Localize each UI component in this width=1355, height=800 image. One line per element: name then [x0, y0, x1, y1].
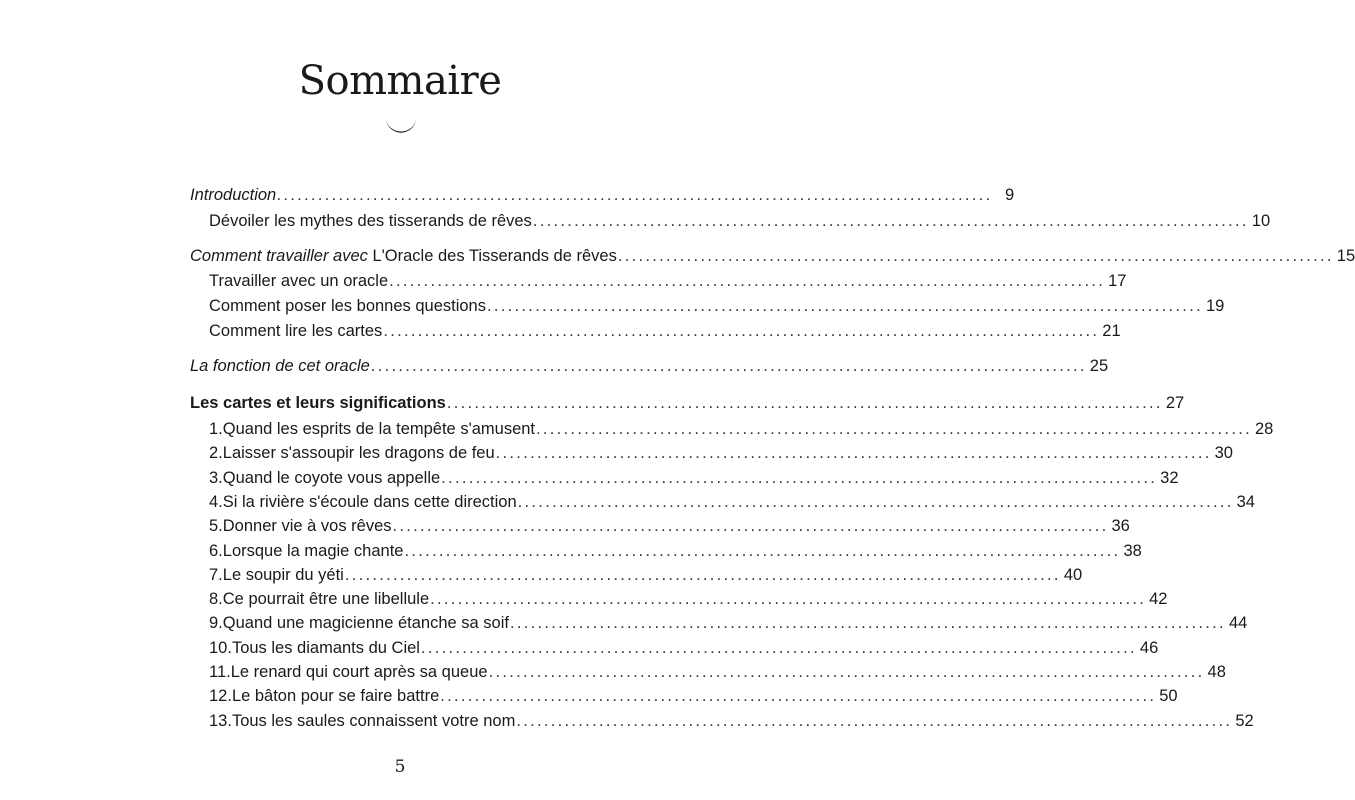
dot-leader	[388, 268, 1108, 294]
toc-page-number: 42	[1149, 590, 1168, 609]
toc-page-number: 32	[1160, 468, 1179, 487]
toc-card-entry[interactable]	[209, 708, 1254, 734]
toc-label: Comment poser les bonnes questions	[209, 297, 486, 315]
toc-card-entry[interactable]	[209, 635, 1159, 661]
toc-page-number: 40	[1063, 565, 1083, 584]
toc-page-number: 10	[1251, 212, 1271, 230]
toc-card-entry[interactable]	[209, 489, 1255, 515]
dot-leader	[515, 708, 1235, 734]
dot-leader	[403, 538, 1123, 564]
card-number: 11.	[209, 663, 231, 681]
card-number: 7.	[209, 565, 223, 584]
toc-page-number: 9	[1005, 186, 1015, 204]
toc-label	[190, 243, 617, 269]
toc-entry-devoiler[interactable]	[209, 208, 1271, 234]
toc-page-number: 36	[1111, 517, 1130, 536]
toc-label: Quand les esprits de la tempête s'amusent	[222, 420, 536, 438]
card-number: 3.	[209, 468, 223, 487]
dot-leader	[392, 513, 1112, 539]
toc-page-number: 21	[1102, 322, 1121, 340]
toc-page-number: 17	[1108, 272, 1127, 290]
toc-card-entry[interactable]	[209, 440, 1233, 466]
toc-label: Comment lire les cartes	[209, 322, 383, 340]
toc-page-number: 52	[1235, 711, 1254, 730]
toc-label: Si la rivière s'écoule dans cette direction	[222, 492, 517, 511]
dot-leader	[382, 318, 1102, 344]
toc-label: Le renard qui court après sa queue	[230, 663, 488, 681]
toc-label: Introduction	[190, 186, 277, 204]
toc-entry-cartes[interactable]	[190, 390, 1185, 416]
dot-leader	[276, 182, 996, 208]
toc-entry-fonction[interactable]	[190, 353, 1109, 379]
dot-leader	[344, 562, 1064, 588]
toc-label: Le bâton pour se faire battre	[231, 687, 440, 706]
toc-card-entry[interactable]	[209, 513, 1130, 539]
card-number: 9.	[209, 614, 223, 633]
toc-page-number: 38	[1123, 541, 1142, 560]
dot-leader	[446, 390, 1166, 416]
toc-card-entry[interactable]	[209, 465, 1179, 491]
toc-entry-comment-travailler[interactable]	[190, 243, 1355, 269]
dot-leader	[532, 208, 1252, 234]
toc-page-number: 27	[1165, 394, 1185, 412]
page-number: 5	[394, 757, 406, 777]
toc-label: Ce pourrait être une libellule	[222, 590, 430, 609]
dot-leader	[429, 586, 1149, 612]
page-title: Sommaire	[298, 58, 502, 104]
dot-leader	[509, 610, 1229, 636]
toc-label: Travailler avec un oracle	[209, 272, 389, 290]
toc-label: Tous les saules connaissent votre nom	[231, 711, 516, 730]
toc-card-entry[interactable]	[209, 416, 1274, 442]
toc-entry-lire-cartes[interactable]	[209, 318, 1121, 344]
toc-page-number: 50	[1159, 687, 1178, 706]
toc-label: Le soupir du yéti	[222, 565, 344, 584]
dot-leader	[370, 353, 1090, 379]
toc-label: Laisser s'assoupir les dragons de feu	[222, 444, 495, 463]
toc-page-number: 30	[1214, 444, 1233, 463]
toc-page-number: 25	[1089, 357, 1109, 375]
dot-leader	[617, 243, 1337, 269]
crescent-moon-icon	[382, 108, 420, 146]
toc-card-entry[interactable]	[209, 562, 1083, 588]
dot-leader	[439, 683, 1159, 709]
toc-page-number: 34	[1236, 492, 1255, 511]
toc-page-number: 15	[1336, 247, 1355, 265]
toc-card-entry[interactable]	[209, 538, 1142, 564]
dot-leader	[535, 416, 1255, 442]
toc-card-entry[interactable]	[209, 683, 1178, 709]
toc-label: Quand une magicienne étanche sa soif	[222, 614, 509, 633]
toc-entry-introduction[interactable]	[190, 182, 1015, 208]
toc-page-number: 46	[1139, 638, 1159, 657]
card-number: 8.	[209, 590, 223, 609]
card-number: 2.	[209, 444, 223, 463]
card-number: 5.	[209, 517, 223, 536]
card-number: 1.	[209, 420, 223, 438]
toc-label: Quand le coyote vous appelle	[222, 468, 441, 487]
toc-entry-poser-questions[interactable]	[209, 293, 1225, 319]
toc-label-rest: L'Oracle des Tisserands de rêves	[367, 247, 617, 265]
card-number: 10.	[209, 638, 232, 657]
dot-leader	[495, 440, 1215, 466]
toc-label: Tous les diamants du Ciel	[231, 638, 420, 657]
dot-leader	[486, 293, 1206, 319]
toc-card-entry[interactable]	[209, 610, 1248, 636]
toc-card-entry[interactable]	[209, 659, 1226, 685]
toc-label-italic: Comment travailler avec	[190, 247, 368, 265]
toc-label: Dévoiler les mythes des tisserands de rêves	[209, 212, 532, 230]
card-number: 6.	[209, 541, 223, 560]
toc-label: La fonction de cet oracle	[190, 357, 370, 375]
dot-leader	[440, 465, 1160, 491]
toc-entry-travailler-oracle[interactable]	[209, 268, 1127, 294]
dot-leader	[517, 489, 1237, 515]
card-number: 12.	[209, 687, 232, 706]
dot-leader	[488, 659, 1208, 685]
toc-page-number: 28	[1254, 420, 1274, 438]
toc-page-number: 48	[1207, 663, 1226, 681]
toc-page-number: 19	[1205, 297, 1225, 315]
dot-leader	[420, 635, 1140, 661]
toc-card-entry[interactable]	[209, 586, 1168, 612]
card-number: 13.	[209, 711, 232, 730]
toc-label: Lorsque la magie chante	[222, 541, 404, 560]
toc-page-number: 44	[1228, 614, 1248, 633]
card-number: 4.	[209, 492, 223, 511]
toc-label: Donner vie à vos rêves	[222, 517, 392, 536]
toc-label: Les cartes et leurs significations	[190, 394, 446, 412]
